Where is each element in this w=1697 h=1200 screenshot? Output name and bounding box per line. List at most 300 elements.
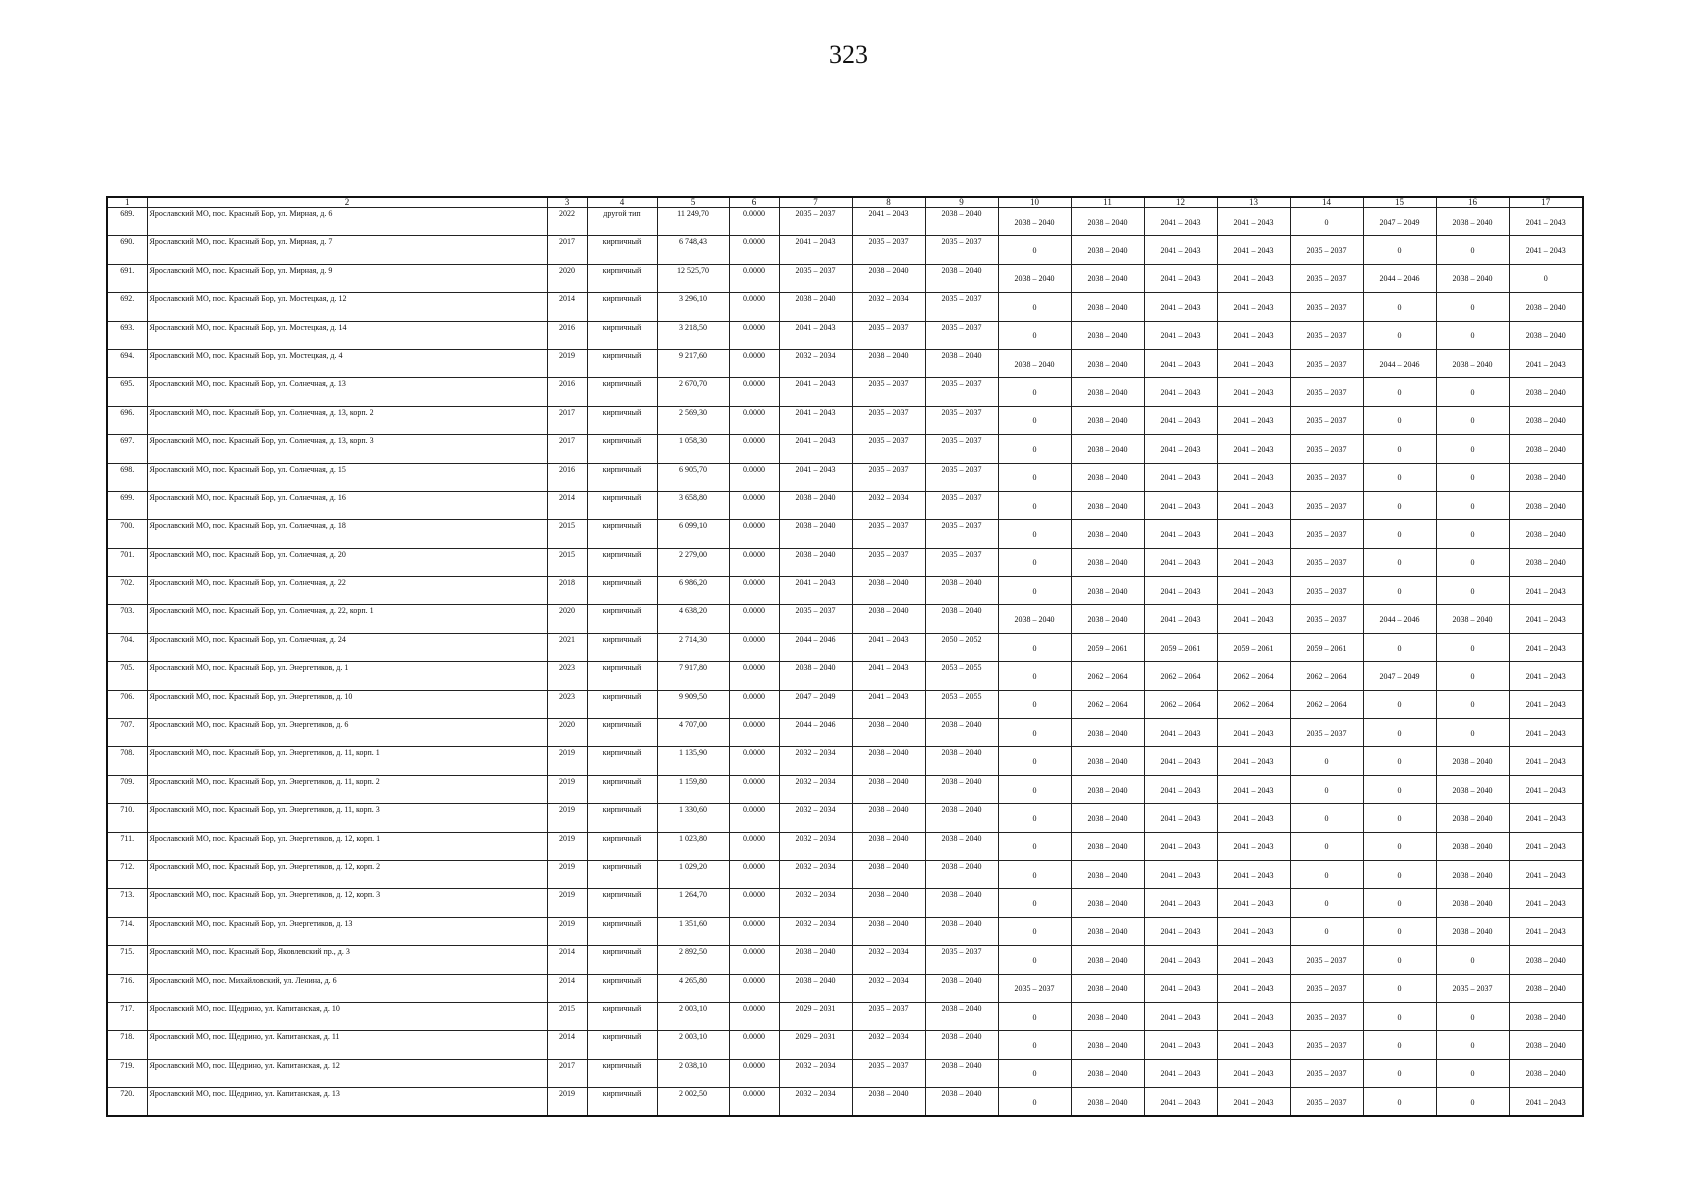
table-cell: 1 330,60 <box>657 804 729 832</box>
table-row <box>107 548 1583 576</box>
table-cell: 2038 – 2040 <box>852 917 925 945</box>
address-cell: Ярославский МО, пос. Красный Бор, Яковлевский пр., д. 3 <box>147 946 547 974</box>
table-cell: 2035 – 2037 <box>1290 719 1363 747</box>
table-cell: 2038 – 2040 <box>779 520 852 548</box>
table-cell: 2053 – 2055 <box>925 690 998 718</box>
table-cell: 1 058,30 <box>657 435 729 463</box>
table-cell: 2038 – 2040 <box>1436 208 1509 236</box>
table-cell: 2035 – 2037 <box>1290 293 1363 321</box>
table-cell: 2035 – 2037 <box>1290 548 1363 576</box>
address-cell: Ярославский МО, пос. Красный Бор, ул. Мостецкая, д. 12 <box>147 293 547 321</box>
table-cell: 2041 – 2043 <box>1217 349 1290 377</box>
table-row <box>107 577 1583 605</box>
table-cell: 2035 – 2037 <box>852 463 925 491</box>
table-cell: 2038 – 2040 <box>1436 349 1509 377</box>
table-cell: 0 <box>1436 633 1509 661</box>
table-cell: 2038 – 2040 <box>1071 208 1144 236</box>
row-number-cell: 708. <box>107 747 147 775</box>
table-cell: 0 <box>1363 406 1436 434</box>
table-cell: кирпичный <box>587 236 657 264</box>
table-cell: 2038 – 2040 <box>925 832 998 860</box>
table-cell: 2038 – 2040 <box>1436 775 1509 803</box>
table-cell: 4 707,00 <box>657 719 729 747</box>
table-cell: 2035 – 2037 <box>1290 974 1363 1002</box>
table-cell: 2041 – 2043 <box>1509 860 1583 888</box>
table-cell: 0.0000 <box>729 946 779 974</box>
table-cell: 2041 – 2043 <box>1509 633 1583 661</box>
table-cell: 2038 – 2040 <box>1071 1031 1144 1059</box>
row-number-cell: 714. <box>107 917 147 945</box>
table-cell: 2035 – 2037 <box>852 520 925 548</box>
table-cell: 2062 – 2064 <box>1144 690 1217 718</box>
table-cell: 2038 – 2040 <box>1436 804 1509 832</box>
table-cell: кирпичный <box>587 1059 657 1087</box>
table-cell: 2038 – 2040 <box>1436 889 1509 917</box>
table-cell: 0.0000 <box>729 463 779 491</box>
table-cell: 2015 <box>547 520 587 548</box>
table-cell: 2041 – 2043 <box>779 321 852 349</box>
table-cell: 0 <box>1436 1088 1509 1116</box>
table-cell: 2062 – 2064 <box>1144 662 1217 690</box>
table-cell: 2038 – 2040 <box>852 264 925 292</box>
table-cell: 2038 – 2040 <box>1071 491 1144 519</box>
table-cell: 2038 – 2040 <box>1071 775 1144 803</box>
table-cell: 2038 – 2040 <box>1071 378 1144 406</box>
table-cell: 0 <box>998 236 1071 264</box>
table-row <box>107 491 1583 519</box>
table-cell: 2035 – 2037 <box>852 321 925 349</box>
address-cell: Ярославский МО, пос. Михайловский, ул. Ленина, д. 6 <box>147 974 547 1002</box>
table-cell: 2041 – 2043 <box>779 236 852 264</box>
table-cell: 2035 – 2037 <box>1290 349 1363 377</box>
table-cell: 0 <box>998 690 1071 718</box>
table-cell: 2038 – 2040 <box>852 889 925 917</box>
address-cell: Ярославский МО, пос. Красный Бор, ул. Мирная, д. 7 <box>147 236 547 264</box>
table-cell: 2038 – 2040 <box>998 208 1071 236</box>
table-cell: 1 351,60 <box>657 917 729 945</box>
table-cell: 2018 <box>547 577 587 605</box>
table-cell: 2041 – 2043 <box>1509 662 1583 690</box>
row-number-cell: 709. <box>107 775 147 803</box>
table-cell: 0 <box>1363 860 1436 888</box>
table-cell: 2041 – 2043 <box>1217 719 1290 747</box>
table-cell: 0 <box>998 719 1071 747</box>
address-cell: Ярославский МО, пос. Красный Бор, ул. Мостецкая, д. 14 <box>147 321 547 349</box>
table-row <box>107 1002 1583 1030</box>
table-cell: 2041 – 2043 <box>1144 293 1217 321</box>
row-number-cell: 711. <box>107 832 147 860</box>
table-cell: 2038 – 2040 <box>852 747 925 775</box>
table-cell: 2041 – 2043 <box>852 208 925 236</box>
table-cell: 2019 <box>547 804 587 832</box>
table-cell: 2022 <box>547 208 587 236</box>
table-cell: кирпичный <box>587 1002 657 1030</box>
address-cell: Ярославский МО, пос. Красный Бор, ул. Солнечная, д. 16 <box>147 491 547 519</box>
table-cell: 6 986,20 <box>657 577 729 605</box>
table-cell: кирпичный <box>587 520 657 548</box>
table-cell: 2038 – 2040 <box>1071 577 1144 605</box>
table-cell: 2038 – 2040 <box>1509 463 1583 491</box>
table-row <box>107 435 1583 463</box>
table-cell: 2038 – 2040 <box>998 264 1071 292</box>
row-number-cell: 702. <box>107 577 147 605</box>
column-header: 11 <box>1071 197 1144 208</box>
table-cell: 2041 – 2043 <box>1144 1059 1217 1087</box>
column-header: 13 <box>1217 197 1290 208</box>
row-number-cell: 695. <box>107 378 147 406</box>
table-cell: 2038 – 2040 <box>1071 321 1144 349</box>
address-cell: Ярославский МО, пос. Красный Бор, ул. Энергетиков, д. 11, корп. 2 <box>147 775 547 803</box>
table-cell: 2041 – 2043 <box>1144 860 1217 888</box>
table-cell: 2032 – 2034 <box>779 804 852 832</box>
table-cell: 0.0000 <box>729 690 779 718</box>
table-cell: 2041 – 2043 <box>1144 832 1217 860</box>
table-cell: 2 279,00 <box>657 548 729 576</box>
table-cell: 2038 – 2040 <box>1071 435 1144 463</box>
table-cell: 2038 – 2040 <box>1509 378 1583 406</box>
table-cell: 2041 – 2043 <box>1217 974 1290 1002</box>
table-cell: 2017 <box>547 435 587 463</box>
table-cell: 2038 – 2040 <box>852 860 925 888</box>
table-cell: 2038 – 2040 <box>1436 917 1509 945</box>
table-cell: 2041 – 2043 <box>1144 719 1217 747</box>
table-cell: 2035 – 2037 <box>1436 974 1509 1002</box>
table-cell: 0 <box>1436 1031 1509 1059</box>
table-cell: 2020 <box>547 264 587 292</box>
table-cell: 2 003,10 <box>657 1002 729 1030</box>
table-cell: 2038 – 2040 <box>925 747 998 775</box>
table-cell: 0 <box>1363 889 1436 917</box>
table-header <box>107 197 1583 208</box>
table-cell: кирпичный <box>587 293 657 321</box>
table-cell: 2032 – 2034 <box>779 775 852 803</box>
row-number-cell: 692. <box>107 293 147 321</box>
table-cell: 0 <box>998 548 1071 576</box>
table-cell: 2035 – 2037 <box>852 1002 925 1030</box>
table-cell: 2035 – 2037 <box>925 378 998 406</box>
table-cell: 2041 – 2043 <box>779 463 852 491</box>
table-cell: 2035 – 2037 <box>1290 605 1363 633</box>
table-cell: кирпичный <box>587 974 657 1002</box>
table-cell: 2038 – 2040 <box>1436 747 1509 775</box>
table-cell: 0 <box>998 293 1071 321</box>
table-cell: 2041 – 2043 <box>1217 435 1290 463</box>
table-row <box>107 264 1583 292</box>
table-cell: 0 <box>1436 406 1509 434</box>
table-cell: 2041 – 2043 <box>1144 577 1217 605</box>
table-cell: 2041 – 2043 <box>1217 463 1290 491</box>
table-cell: 2035 – 2037 <box>1290 1002 1363 1030</box>
row-number-cell: 715. <box>107 946 147 974</box>
row-number-cell: 706. <box>107 690 147 718</box>
table-cell: 2053 – 2055 <box>925 662 998 690</box>
table-cell: 2041 – 2043 <box>1509 236 1583 264</box>
table-cell: 2041 – 2043 <box>1217 491 1290 519</box>
table-cell: 2035 – 2037 <box>1290 321 1363 349</box>
table-cell: 0 <box>1436 520 1509 548</box>
table-cell: 2038 – 2040 <box>1071 236 1144 264</box>
table-cell: 2032 – 2034 <box>852 293 925 321</box>
table-row <box>107 1059 1583 1087</box>
table-cell: 2038 – 2040 <box>1071 1002 1144 1030</box>
table-cell: 2047 – 2049 <box>1363 662 1436 690</box>
table-row <box>107 832 1583 860</box>
table-cell: 2059 – 2061 <box>1144 633 1217 661</box>
table-cell: 2038 – 2040 <box>925 264 998 292</box>
table-cell: 2038 – 2040 <box>1509 321 1583 349</box>
table-cell: 3 218,50 <box>657 321 729 349</box>
table-cell: 2041 – 2043 <box>852 690 925 718</box>
table-cell: 2041 – 2043 <box>1509 747 1583 775</box>
table-cell: 2047 – 2049 <box>779 690 852 718</box>
table-cell: 2038 – 2040 <box>1509 293 1583 321</box>
table-cell: 2038 – 2040 <box>1436 832 1509 860</box>
table-cell: 2041 – 2043 <box>1144 491 1217 519</box>
table-cell: 2038 – 2040 <box>1071 349 1144 377</box>
table-cell: 2044 – 2046 <box>779 633 852 661</box>
table-cell: кирпичный <box>587 804 657 832</box>
table-cell: кирпичный <box>587 889 657 917</box>
table-row <box>107 804 1583 832</box>
table-body <box>107 208 1583 1117</box>
address-cell: Ярославский МО, пос. Красный Бор, ул. Энергетиков, д. 11, корп. 3 <box>147 804 547 832</box>
table-cell: 11 249,70 <box>657 208 729 236</box>
table-cell: 2 714,30 <box>657 633 729 661</box>
table-cell: 0 <box>1363 577 1436 605</box>
table-cell: 2 569,30 <box>657 406 729 434</box>
table-cell: 2038 – 2040 <box>1071 889 1144 917</box>
table-cell: 2041 – 2043 <box>1144 406 1217 434</box>
table-cell: 2035 – 2037 <box>925 548 998 576</box>
table-cell: 2038 – 2040 <box>925 775 998 803</box>
table-cell: 0 <box>1290 860 1363 888</box>
table-cell: 2023 <box>547 690 587 718</box>
table-cell: 2038 – 2040 <box>852 349 925 377</box>
table-cell: 2041 – 2043 <box>1144 775 1217 803</box>
table-cell: 0.0000 <box>729 349 779 377</box>
table-cell: 0.0000 <box>729 236 779 264</box>
table-cell: 2041 – 2043 <box>1144 321 1217 349</box>
table-cell: кирпичный <box>587 435 657 463</box>
table-cell: 2041 – 2043 <box>1144 1002 1217 1030</box>
table-row <box>107 293 1583 321</box>
table-cell: 0.0000 <box>729 1031 779 1059</box>
table-cell: 0 <box>1363 804 1436 832</box>
table-cell: кирпичный <box>587 633 657 661</box>
table-cell: 2014 <box>547 491 587 519</box>
table-cell: 0 <box>1363 775 1436 803</box>
table-cell: 2059 – 2061 <box>1217 633 1290 661</box>
table-cell: 2041 – 2043 <box>1217 548 1290 576</box>
table-cell: 2038 – 2040 <box>852 577 925 605</box>
row-number-cell: 704. <box>107 633 147 661</box>
table-cell: 0.0000 <box>729 208 779 236</box>
table-cell: кирпичный <box>587 946 657 974</box>
table-cell: 2032 – 2034 <box>779 917 852 945</box>
table-cell: 2032 – 2034 <box>779 349 852 377</box>
table-cell: 0 <box>998 378 1071 406</box>
table-cell: 0 <box>998 321 1071 349</box>
table-cell: 2014 <box>547 974 587 1002</box>
table-cell: 2044 – 2046 <box>1363 605 1436 633</box>
table-row <box>107 208 1583 236</box>
table-cell: 2041 – 2043 <box>1144 1088 1217 1116</box>
table-cell: 2038 – 2040 <box>1071 946 1144 974</box>
table-cell: 2041 – 2043 <box>1217 321 1290 349</box>
table-cell: 2041 – 2043 <box>1509 889 1583 917</box>
table-cell: 0 <box>998 747 1071 775</box>
column-header: 16 <box>1436 197 1509 208</box>
address-cell: Ярославский МО, пос. Красный Бор, ул. Солнечная, д. 24 <box>147 633 547 661</box>
table-cell: 2032 – 2034 <box>852 1031 925 1059</box>
table-cell: 0 <box>1436 236 1509 264</box>
table-cell: 2032 – 2034 <box>779 747 852 775</box>
table-cell: 2021 <box>547 633 587 661</box>
table-container <box>106 196 1584 1117</box>
table-cell: 2038 – 2040 <box>925 1088 998 1116</box>
table-cell: 2035 – 2037 <box>925 520 998 548</box>
column-header: 7 <box>779 197 852 208</box>
table-cell: 3 296,10 <box>657 293 729 321</box>
table-cell: 2035 – 2037 <box>1290 264 1363 292</box>
row-number-cell: 720. <box>107 1088 147 1116</box>
table-cell: 2019 <box>547 889 587 917</box>
table-cell: 2041 – 2043 <box>1217 1088 1290 1116</box>
row-number-cell: 697. <box>107 435 147 463</box>
table-cell: 0.0000 <box>729 406 779 434</box>
table-cell: кирпичный <box>587 378 657 406</box>
table-cell: 2041 – 2043 <box>1144 917 1217 945</box>
table-row <box>107 236 1583 264</box>
table-cell: кирпичный <box>587 719 657 747</box>
row-number-cell: 700. <box>107 520 147 548</box>
row-number-cell: 691. <box>107 264 147 292</box>
table-cell: 2019 <box>547 917 587 945</box>
table-cell: 2041 – 2043 <box>1144 264 1217 292</box>
table-cell: 2038 – 2040 <box>1071 860 1144 888</box>
table-cell: 2035 – 2037 <box>852 236 925 264</box>
table-cell: 2041 – 2043 <box>1217 917 1290 945</box>
table-cell: 2041 – 2043 <box>1509 208 1583 236</box>
table-cell: 2032 – 2034 <box>779 889 852 917</box>
column-header: 12 <box>1144 197 1217 208</box>
table-cell: 2038 – 2040 <box>1071 463 1144 491</box>
table-cell: 2041 – 2043 <box>1144 349 1217 377</box>
table-cell: 6 905,70 <box>657 463 729 491</box>
table-cell: 2062 – 2064 <box>1290 662 1363 690</box>
table-cell: 2041 – 2043 <box>1217 804 1290 832</box>
table-cell: 0 <box>1436 946 1509 974</box>
table-cell: кирпичный <box>587 747 657 775</box>
table-row <box>107 719 1583 747</box>
table-cell: 2038 – 2040 <box>1436 860 1509 888</box>
address-cell: Ярославский МО, пос. Красный Бор, ул. Энергетиков, д. 12, корп. 3 <box>147 889 547 917</box>
table-cell: 0 <box>1290 804 1363 832</box>
table-cell: 12 525,70 <box>657 264 729 292</box>
table-cell: 2038 – 2040 <box>925 889 998 917</box>
table-cell: 2044 – 2046 <box>1363 264 1436 292</box>
column-header: 6 <box>729 197 779 208</box>
address-cell: Ярославский МО, пос. Щедрино, ул. Капитанская, д. 13 <box>147 1088 547 1116</box>
table-cell: 2038 – 2040 <box>852 605 925 633</box>
table-cell: 2038 – 2040 <box>852 1088 925 1116</box>
table-cell: 2035 – 2037 <box>779 605 852 633</box>
table-cell: 2044 – 2046 <box>1363 349 1436 377</box>
table-cell: 2038 – 2040 <box>1509 520 1583 548</box>
table-cell: 2038 – 2040 <box>852 719 925 747</box>
table-cell: 0 <box>998 1088 1071 1116</box>
table-cell: 2041 – 2043 <box>1217 860 1290 888</box>
table-cell: 2050 – 2052 <box>925 633 998 661</box>
table-cell: 4 638,20 <box>657 605 729 633</box>
table-cell: 2047 – 2049 <box>1363 208 1436 236</box>
table-cell: 2038 – 2040 <box>779 974 852 1002</box>
table-cell: 2038 – 2040 <box>1071 1059 1144 1087</box>
table-cell: 2038 – 2040 <box>779 293 852 321</box>
table-cell: 0 <box>1436 435 1509 463</box>
table-cell: 2 002,50 <box>657 1088 729 1116</box>
table-cell: 2041 – 2043 <box>852 662 925 690</box>
table-cell: 2041 – 2043 <box>1217 208 1290 236</box>
table-cell: 1 264,70 <box>657 889 729 917</box>
table-cell: 2038 – 2040 <box>1509 435 1583 463</box>
table-row <box>107 1088 1583 1116</box>
table-cell: 2041 – 2043 <box>779 435 852 463</box>
table-cell: 2038 – 2040 <box>1071 747 1144 775</box>
table-cell: 2041 – 2043 <box>779 577 852 605</box>
table-cell: 2032 – 2034 <box>779 1088 852 1116</box>
table-row <box>107 917 1583 945</box>
address-cell: Ярославский МО, пос. Красный Бор, ул. Солнечная, д. 18 <box>147 520 547 548</box>
table-cell: 2044 – 2046 <box>779 719 852 747</box>
table-cell: 2035 – 2037 <box>1290 378 1363 406</box>
table-cell: 0 <box>998 1002 1071 1030</box>
address-cell: Ярославский МО, пос. Красный Бор, ул. Энергетиков, д. 12, корп. 1 <box>147 832 547 860</box>
table-cell: 0.0000 <box>729 577 779 605</box>
table-cell: 0 <box>1436 491 1509 519</box>
column-header: 17 <box>1509 197 1583 208</box>
table-cell: 2041 – 2043 <box>1144 548 1217 576</box>
row-number-cell: 705. <box>107 662 147 690</box>
table-cell: кирпичный <box>587 605 657 633</box>
table-row <box>107 690 1583 718</box>
table-cell: 0 <box>998 832 1071 860</box>
table-cell: 2038 – 2040 <box>1071 1088 1144 1116</box>
table-cell: 2038 – 2040 <box>925 1059 998 1087</box>
table-cell: 0 <box>998 662 1071 690</box>
address-cell: Ярославский МО, пос. Красный Бор, ул. Мирная, д. 9 <box>147 264 547 292</box>
table-cell: 9 217,60 <box>657 349 729 377</box>
table-cell: 2041 – 2043 <box>1144 236 1217 264</box>
table-cell: 2041 – 2043 <box>1217 293 1290 321</box>
table-cell: 2035 – 2037 <box>779 264 852 292</box>
table-cell: 2038 – 2040 <box>1071 520 1144 548</box>
housing-repair-table <box>106 196 1584 1117</box>
table-cell: 2041 – 2043 <box>1144 1031 1217 1059</box>
table-row <box>107 633 1583 661</box>
table-cell: 0 <box>1363 293 1436 321</box>
table-cell: 2041 – 2043 <box>1509 690 1583 718</box>
table-cell: 2041 – 2043 <box>1217 889 1290 917</box>
table-cell: 0 <box>1290 747 1363 775</box>
table-cell: 0.0000 <box>729 264 779 292</box>
row-number-cell: 689. <box>107 208 147 236</box>
table-cell: 0 <box>998 946 1071 974</box>
table-cell: 0 <box>1363 690 1436 718</box>
table-cell: 7 917,80 <box>657 662 729 690</box>
table-cell: кирпичный <box>587 577 657 605</box>
table-cell: 0 <box>1290 889 1363 917</box>
